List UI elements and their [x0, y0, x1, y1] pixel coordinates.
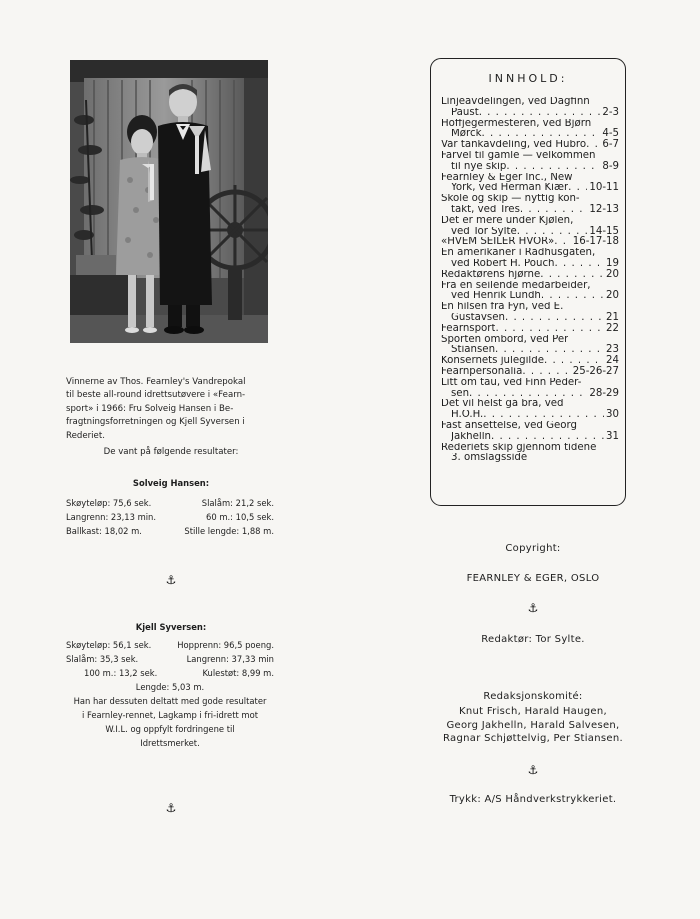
- toc-entry-text: «HVEM SEILER HVOR»: [441, 237, 555, 248]
- toc-leader-dots: [483, 410, 604, 421]
- toc-entry: [441, 151, 619, 162]
- anchor-icon: ⚓: [527, 763, 539, 777]
- toc-entry: [441, 248, 619, 259]
- table-of-contents: [441, 97, 619, 464]
- toc-entry: [441, 108, 619, 119]
- toc-leader-dots: [540, 270, 604, 281]
- result-row: [66, 496, 274, 510]
- photo-caption: [66, 376, 276, 443]
- kjell-note: [66, 694, 274, 750]
- result-row: [66, 666, 274, 680]
- toc-entry-text: En amerikaner i Rådhusgaten,: [441, 248, 596, 259]
- toc-page-number: 10-11: [589, 182, 619, 194]
- toc-entry-text: Det er mere under Kjølen,: [441, 215, 574, 226]
- toc-page-number: 12-13: [589, 203, 619, 215]
- toc-entry: [441, 216, 619, 227]
- toc-entry: [441, 291, 619, 302]
- toc-entry: [441, 162, 619, 173]
- caption-line: sport» i 1966: Fru Solveig Hansen i Be-: [66, 403, 234, 414]
- toc-leader-dots: [522, 367, 570, 378]
- toc-entry-text: Fearnsport: [441, 323, 496, 334]
- result-cell: Slalåm: 21,2 sek.: [201, 498, 274, 508]
- committee-label: Redaksjonskomité:: [483, 691, 583, 702]
- note-line: W.I.L. og oppfylt fordringene til: [105, 724, 235, 734]
- toc-entry-text: Paust: [451, 107, 479, 118]
- toc-entry-text: Fearnpersonalia: [441, 366, 523, 377]
- toc-page-number: 31: [606, 430, 619, 442]
- toc-entry-text: Fearnley & Eger Inc., New: [441, 172, 573, 183]
- result-row: [66, 652, 274, 666]
- toc-page-number: 28-29: [589, 387, 619, 399]
- toc-entry: [441, 324, 619, 335]
- toc-entry: [441, 313, 619, 324]
- toc-entry: [441, 302, 619, 313]
- result-cell: Ballkast: 18,02 m.: [66, 526, 142, 536]
- result-cell: Lengde: 5,03 m.: [135, 682, 205, 692]
- toc-entry-text: sen: [451, 388, 470, 399]
- toc-leader-dots: [541, 291, 604, 302]
- toc-entry-text: Konsernets julegilde: [441, 356, 544, 367]
- toc-entry-text: takt, ved Tres: [451, 204, 520, 215]
- toc-page-number: 4-5: [602, 128, 619, 140]
- caption-line: Vinnerne av Thos. Fearnley's Vandrepokal: [66, 377, 246, 387]
- toc-entry-text: Det vil helst gå bra, ved: [441, 399, 564, 410]
- toc-page-number: 2-3: [602, 106, 619, 118]
- toc-entry-text: Farvel til gamle — velkommen: [441, 150, 596, 161]
- results-solveig: [66, 496, 274, 538]
- toc-page-number: 14-15: [589, 225, 619, 237]
- toc-page-number: 6-7: [602, 139, 619, 151]
- toc-entry-text: Hoffjegermesteren, ved Bjørn: [441, 118, 592, 129]
- note-line: Idrettsmerket.: [140, 738, 200, 748]
- toc-entry-text: ved Tor Sylte: [451, 226, 517, 237]
- publisher-name: FEARNLEY & EGER, OSLO: [466, 573, 600, 584]
- toc-page-number: 8-9: [602, 160, 619, 172]
- toc-entry: [441, 378, 619, 389]
- toc-entry: [441, 399, 619, 410]
- toc-entry-text: Mørck: [451, 129, 482, 140]
- toc-entry-text: En hilsen fra Fyn, ved E.: [441, 302, 564, 313]
- toc-entry: [441, 129, 619, 140]
- committee-line: Georg Jakhelln, Harald Salvesen,: [446, 719, 620, 731]
- toc-entry-text: Litt om tau, ved Finn Peder-: [441, 377, 582, 388]
- toc-entry-text: til nye skip: [451, 161, 507, 172]
- toc-entry-text: Jakhelln: [451, 431, 491, 442]
- anchor-icon: ⚓: [527, 601, 539, 615]
- toc-page-number: 19: [606, 257, 619, 269]
- toc-entry: [441, 237, 619, 248]
- toc-entry: [441, 453, 619, 464]
- toc-entry-text: ved Henrik Lundh: [451, 291, 541, 302]
- result-cell: Stille lengde: 1,88 m.: [184, 526, 274, 536]
- caption-results-intro: De vant på følgende resultater:: [103, 447, 239, 457]
- caption-line: Rederiet.: [66, 430, 105, 441]
- toc-entry-text: Fast ansettelse, ved Georg: [441, 420, 577, 431]
- caption-line: fragtningsforretningen og Kjell Syversen i: [66, 417, 245, 428]
- toc-leader-dots: [479, 108, 601, 119]
- note-line: Han har dessuten deltatt med gode resultater: [73, 696, 267, 706]
- toc-entry: [441, 443, 619, 454]
- committee-members: [430, 705, 636, 746]
- toc-entry: [441, 335, 619, 346]
- toc-leader-dots: [586, 140, 600, 151]
- result-row: [66, 680, 274, 694]
- printer-line: Trykk: A/S Håndverkstrykkeriet.: [449, 794, 617, 805]
- toc-leader-dots: [506, 162, 600, 173]
- result-row: [66, 524, 274, 538]
- toc-entry: [441, 140, 619, 151]
- result-cell: 60 m.: 10,5 sek.: [206, 512, 274, 522]
- toc-page-number: 24: [606, 355, 619, 367]
- caption-line: til beste all-round idrettsutøvere i «Fearn-: [66, 390, 246, 401]
- toc-entry: [441, 421, 619, 432]
- person-heading-kjell: Kjell Syversen:: [135, 622, 207, 632]
- toc-page-number: 20: [606, 268, 619, 280]
- toc-page-number: 30: [606, 409, 619, 421]
- toc-entry: [441, 432, 619, 443]
- result-row: [66, 510, 274, 524]
- toc-entry-text: ved Robert H. Pouch: [451, 258, 555, 269]
- toc-leader-dots: [491, 432, 604, 443]
- toc-leader-dots: [554, 237, 570, 248]
- toc-leader-dots: [505, 313, 604, 324]
- toc-leader-dots: [469, 389, 587, 400]
- copyright-label: Copyright:: [505, 543, 561, 554]
- result-cell: Hopprenn: 96,5 poeng.: [177, 640, 274, 650]
- toc-entry: [441, 119, 619, 130]
- toc-entry-text: 3. omslagsside: [451, 453, 528, 464]
- toc-title: INNHOLD:: [488, 72, 568, 85]
- toc-entry: [441, 97, 619, 108]
- anchor-icon: ⚓: [165, 573, 177, 587]
- committee-line: Ragnar Schjøttelvig, Per Stiansen.: [443, 733, 623, 744]
- committee-line: Knut Frisch, Harald Haugen,: [459, 706, 607, 717]
- result-cell: Slalåm: 35,3 sek.: [66, 654, 139, 664]
- toc-entry-text: Rederiets skip gjennom tidene: [441, 442, 597, 453]
- toc-entry: [441, 259, 619, 270]
- toc-entry-text: Skole og skip — nyttig kon-: [441, 194, 580, 205]
- toc-entry-text: Vår tankavdeling, ved Hubro: [441, 140, 587, 151]
- toc-entry: [441, 389, 619, 400]
- result-cell: Kulestøt: 8,99 m.: [202, 668, 274, 678]
- toc-leader-dots: [568, 183, 587, 194]
- toc-entry-text: York, ved Herman Kiær: [451, 183, 569, 194]
- toc-entry-text: Fra en seilende medarbeider,: [441, 280, 591, 291]
- toc-entry-text: Stiansen: [451, 345, 496, 356]
- toc-leader-dots: [495, 345, 604, 356]
- results-kjell: [66, 638, 274, 750]
- editor-line: Redaktør: Tor Sylte.: [481, 634, 585, 645]
- toc-entry-text: Redaktørens hjørne: [441, 269, 541, 280]
- toc-entry-text: Gustavsen: [451, 312, 505, 323]
- toc-entry-text: H.O.H.: [451, 410, 484, 421]
- toc-leader-dots: [555, 259, 605, 270]
- toc-page-number: 20: [606, 290, 619, 302]
- anchor-icon: ⚓: [165, 801, 177, 815]
- note-line: i Fearnley-rennet, Lagkamp i fri-idrett mot: [82, 710, 258, 720]
- person-heading-solveig: Solveig Hansen:: [132, 478, 210, 488]
- toc-entry: [441, 367, 619, 378]
- result-cell: Skøyteløp: 75,6 sek.: [66, 498, 152, 508]
- result-row: [66, 638, 274, 652]
- toc-entry: [441, 183, 619, 194]
- toc-entry-text: Sporten ombord, ved Per: [441, 334, 569, 345]
- toc-entry: [441, 270, 619, 281]
- toc-entry-text: Linjeavdelingen, ved Dagfinn: [441, 97, 590, 107]
- result-cell: Langrenn: 23,13 min.: [66, 512, 157, 522]
- toc-entry: [441, 345, 619, 356]
- toc-entry: [441, 205, 619, 216]
- toc-page-number: 25-26-27: [572, 365, 619, 377]
- toc-entry: [441, 410, 619, 421]
- toc-page-number: 23: [606, 344, 619, 356]
- toc-page-number: 21: [606, 311, 619, 323]
- toc-leader-dots: [495, 324, 604, 335]
- result-cell: Langrenn: 37,33 min: [186, 654, 274, 664]
- result-cell: 100 m.: 13,2 sek.: [84, 668, 158, 678]
- toc-leader-dots: [520, 205, 588, 216]
- toc-entry: [441, 281, 619, 292]
- toc-leader-dots: [482, 129, 601, 140]
- winners-photo-illustration: [70, 60, 268, 343]
- result-cell: Skøyteløp: 56,1 sek.: [66, 640, 152, 650]
- winners-photo: [70, 60, 268, 343]
- toc-page-number: 16-17-18: [572, 236, 619, 248]
- toc-page-number: 22: [606, 322, 619, 334]
